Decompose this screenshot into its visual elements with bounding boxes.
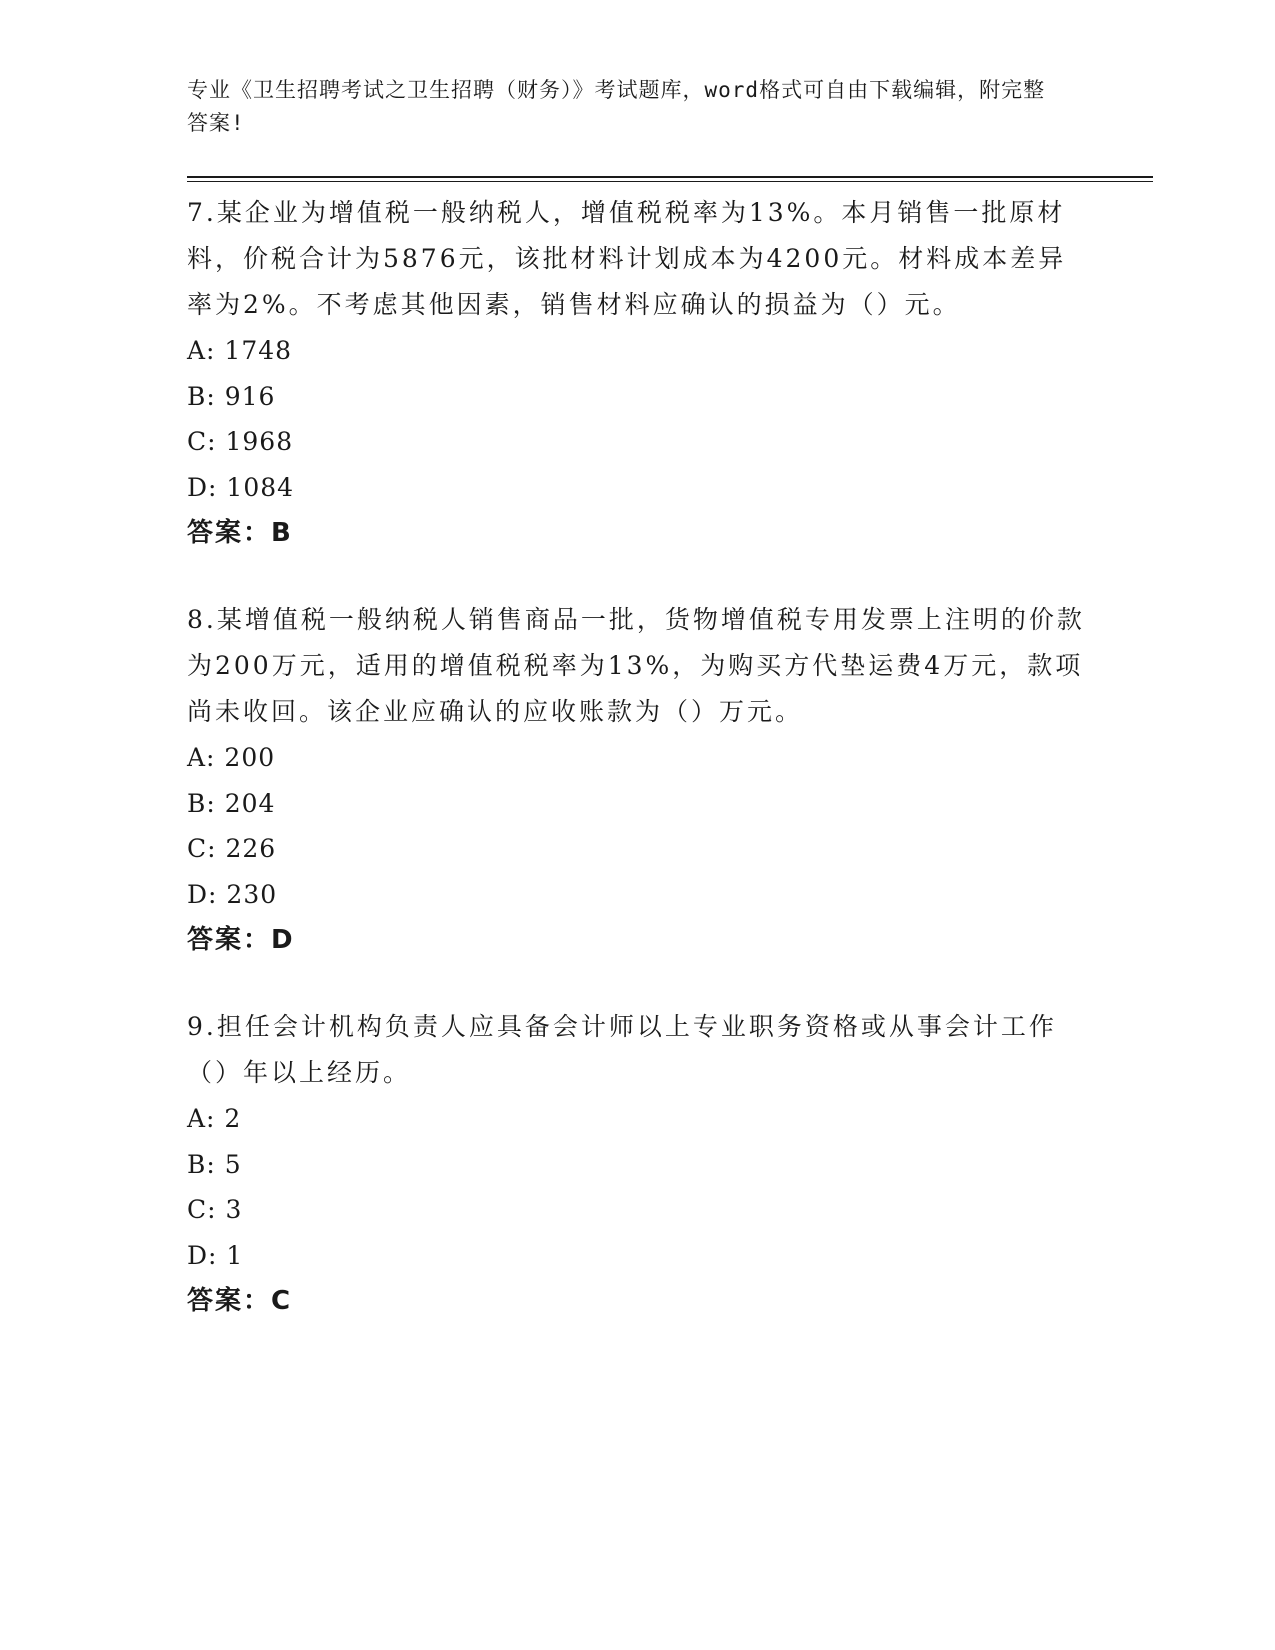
question-stem: 8.某增值税一般纳税人销售商品一批，货物增值税专用发票上注明的价款为200万元，适用的增值税税率为13%，为购买方代垫运费4万元，款项尚未收回。该企业应确认的应收账款为（）万元。 [187,605,1085,726]
option-c: C: 3 [187,1195,243,1224]
question-9 [187,1004,1087,1324]
document-header: 专业《卫生招聘考试之卫生招聘（财务）》考试题库，word格式可自由下载编辑，附完整答案! [187,78,1046,135]
option-a: A: 200 [187,743,276,772]
answer-line: 答案：D [187,925,295,955]
answer-line: 答案：B [187,518,293,548]
option-b: B: 5 [187,1149,242,1179]
option-c: C: 226 [187,834,277,863]
option-c: C: 1968 [187,427,294,456]
option-b: B: 204 [187,788,276,818]
option-a: A: 2 [187,1104,242,1133]
option-d: D: 1084 [187,472,295,502]
answer-line: 答案：C [187,1286,293,1316]
header-divider-thin [187,181,1153,182]
option-a: A: 1748 [187,336,293,365]
question-7 [187,190,1087,556]
header-divider-thick [187,176,1153,178]
question-stem: 7.某企业为增值税一般纳税人，增值税税率为13%。本月销售一批原材料，价税合计为5876元，该批材料计划成本为4200元。材料成本差异率为2%。不考虑其他因素，销售材料应确认的损益为（）元。 [187,198,1067,319]
question-stem: 9.担任会计机构负责人应具备会计师以上专业职务资格或从事会计工作（）年以上经历。 [187,1012,1057,1087]
option-b: B: 916 [187,381,276,411]
question-list [187,190,1087,1365]
option-list [187,1096,1087,1278]
option-d: D: 230 [187,879,278,909]
option-list [187,328,1087,510]
option-d: D: 1 [187,1240,244,1270]
option-list [187,735,1087,917]
question-8 [187,597,1087,963]
